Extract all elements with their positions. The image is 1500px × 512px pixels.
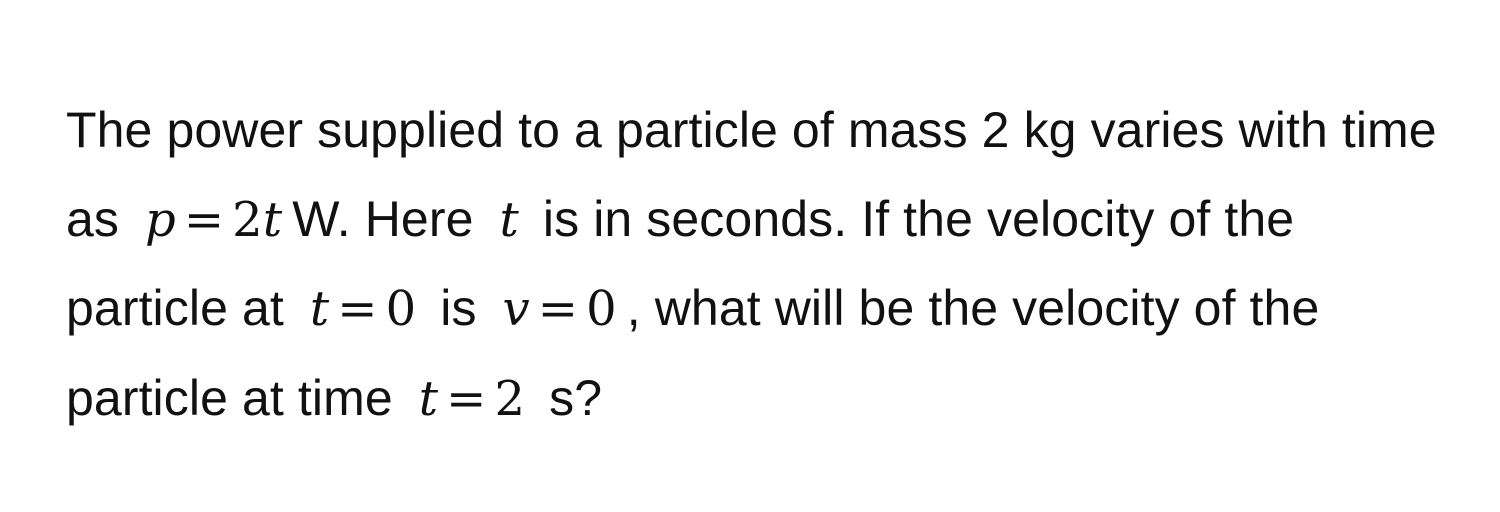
math-number: 0	[586, 281, 617, 337]
question-text-segment: , what will be the velocity of the particle at time	[66, 280, 1320, 426]
math-operator: =	[446, 370, 487, 427]
math-symbol: p	[145, 191, 176, 248]
math-symbol: t	[262, 191, 283, 248]
math-symbol: t	[418, 370, 439, 427]
math-operator: =	[337, 281, 378, 337]
math-symbol: t	[309, 281, 330, 337]
question-text-segment: W. Here	[292, 190, 474, 247]
power-equation	[133, 192, 292, 248]
math-symbol: v	[502, 281, 530, 337]
question-text	[66, 86, 1446, 443]
math-number: 2	[232, 191, 263, 248]
math-operator: =	[537, 281, 579, 337]
math-number: 2	[494, 370, 526, 427]
initial-time-equation	[298, 281, 426, 337]
question-text-segment: The power supplied to a particle of mass 2 kg varies with time as	[66, 102, 1437, 247]
initial-velocity-equation	[491, 281, 627, 337]
math-symbol: t	[499, 191, 519, 248]
math-operator: =	[183, 191, 225, 248]
math-number: 0	[385, 281, 417, 337]
final-time-equation	[407, 371, 535, 427]
question-text-segment: is	[440, 280, 477, 336]
question-text-segment: is in seconds. If the velocity of the particle at	[66, 190, 1295, 336]
time-variable	[488, 192, 529, 248]
question-text-segment: s?	[549, 369, 603, 426]
